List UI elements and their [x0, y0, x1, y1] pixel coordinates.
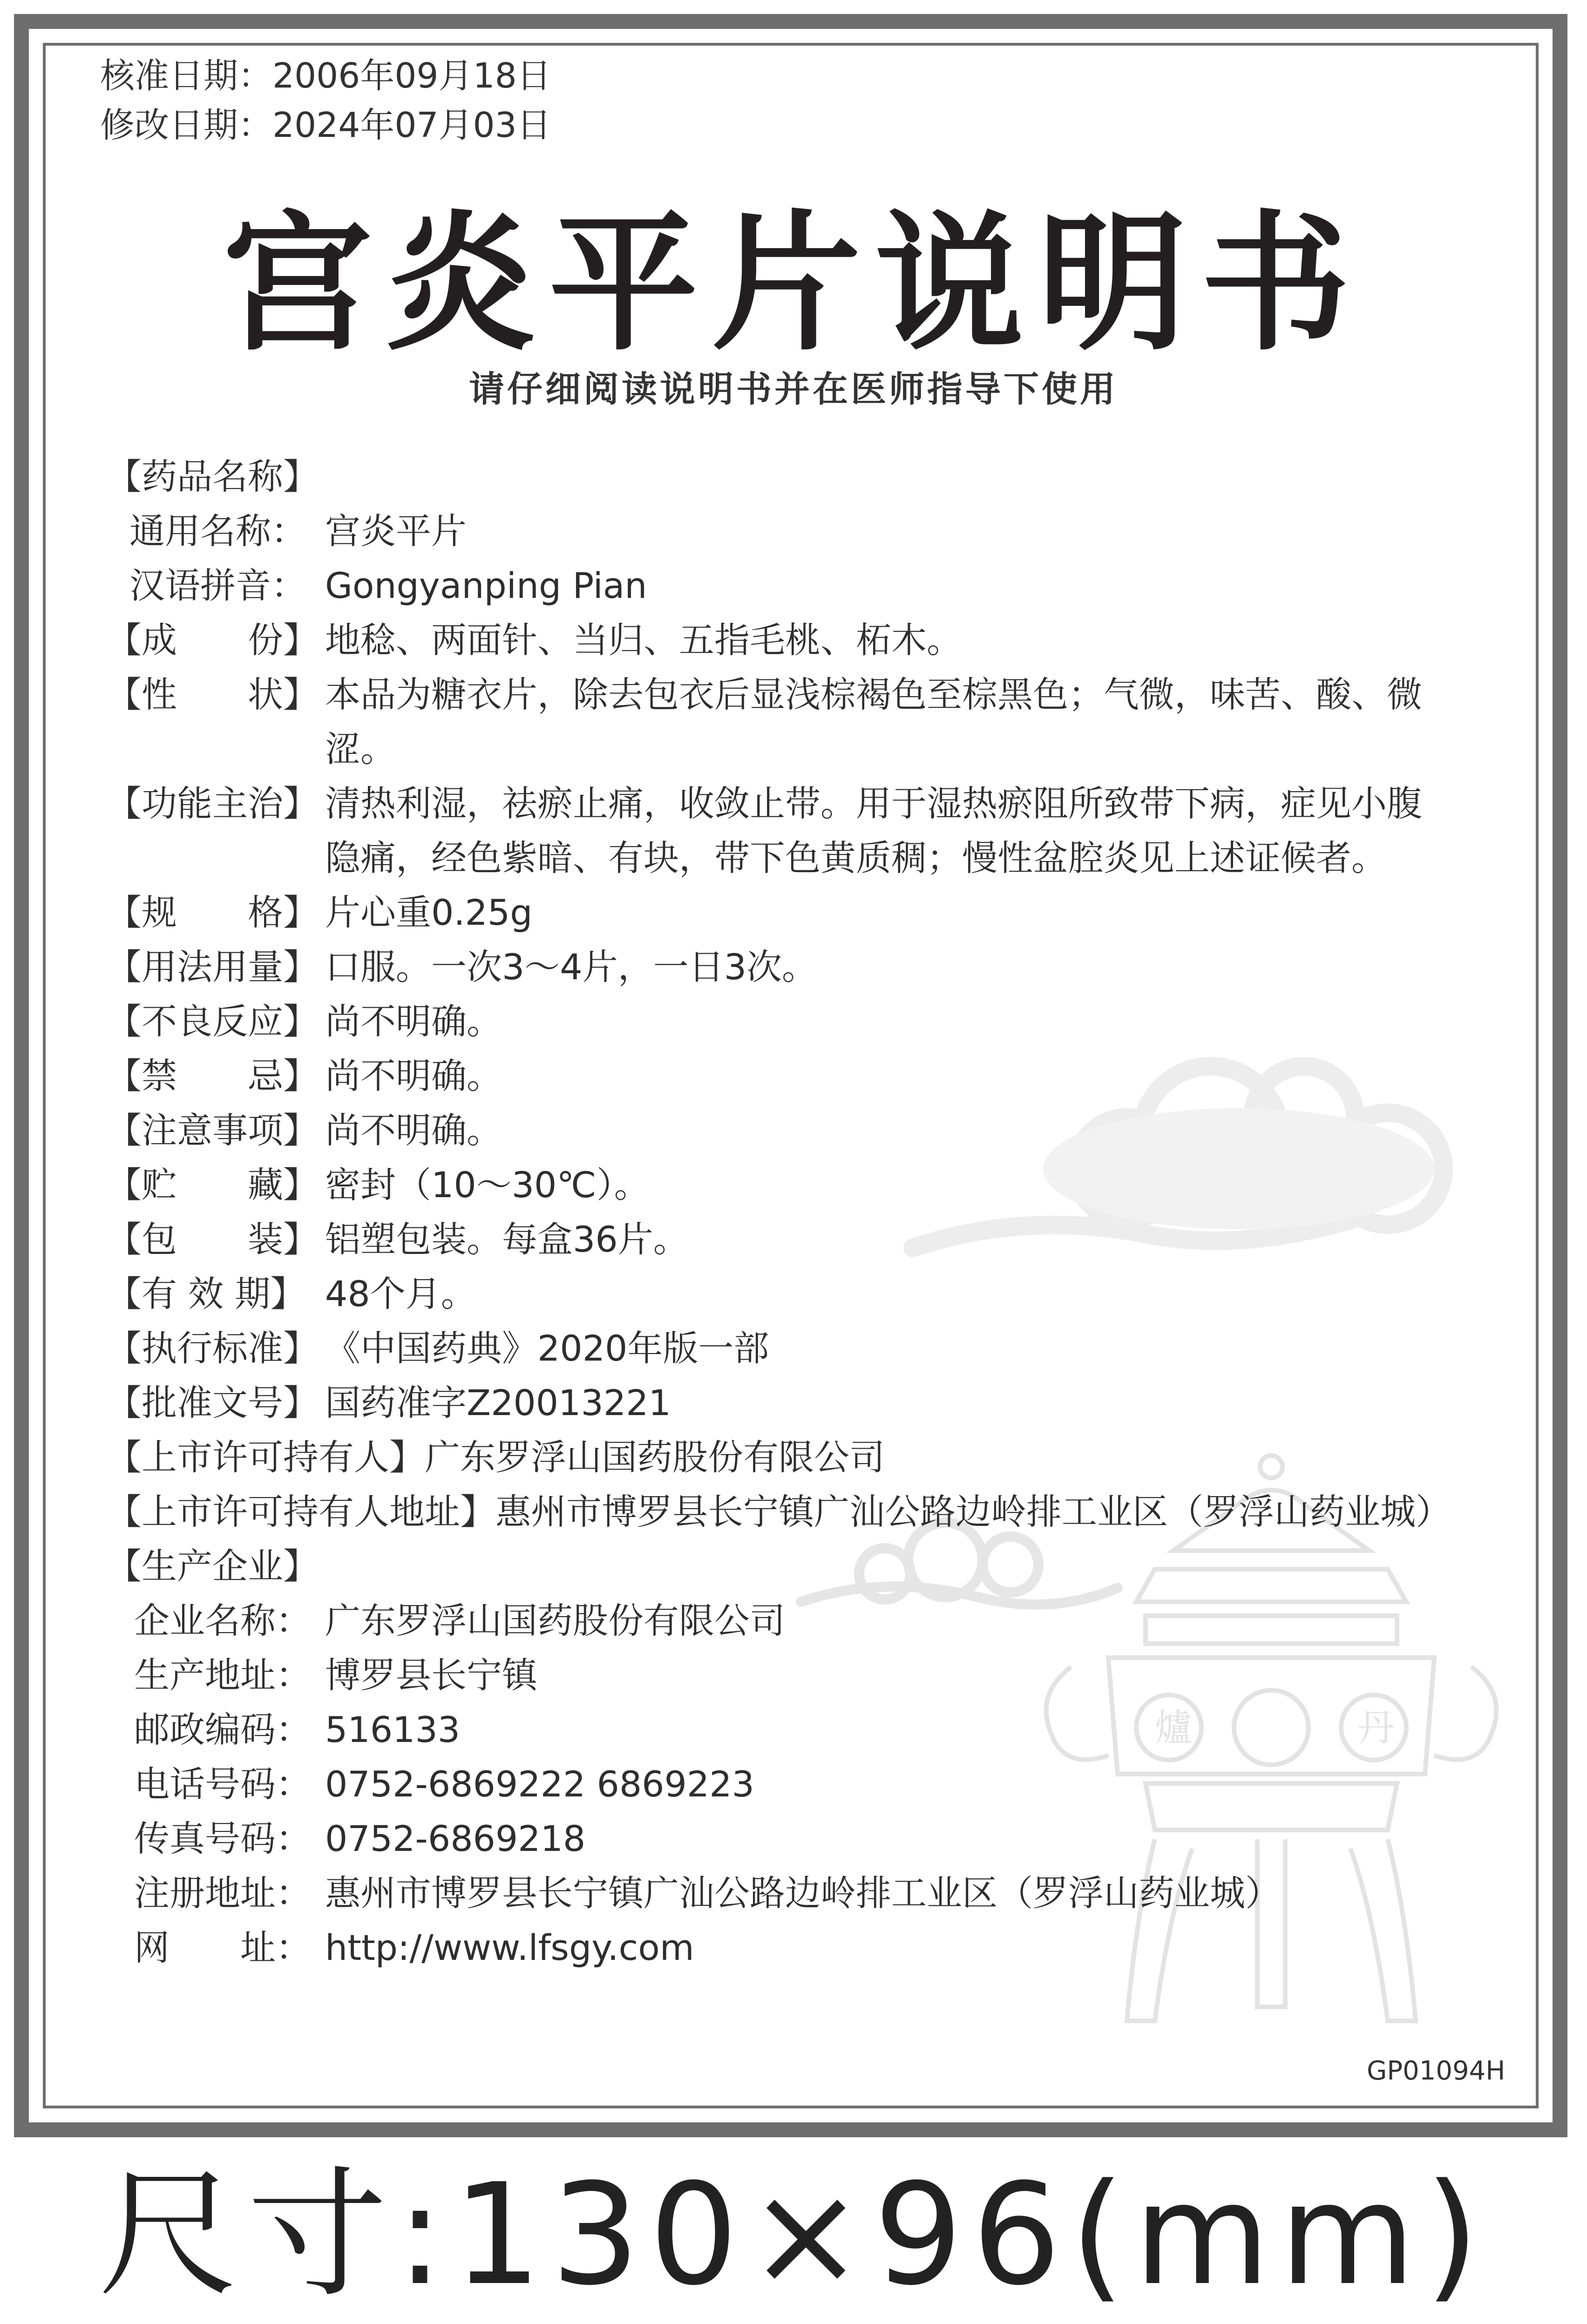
- dosage-row: [106, 940, 1485, 994]
- fax-label: 传真号码：: [134, 1818, 311, 1859]
- spec-row: [106, 885, 1485, 940]
- holder-label: 【上市许可持有人】: [106, 1436, 425, 1478]
- approval-number-label: 【批准文号】: [106, 1382, 319, 1423]
- standard-value: 《中国药典》2020年版一部: [325, 1328, 769, 1369]
- standard-row: [106, 1321, 1485, 1375]
- caution-label: 【注意事项】: [106, 1110, 319, 1151]
- company-row: [106, 1593, 1485, 1648]
- postcode-value: 516133: [325, 1709, 461, 1750]
- registered-address-row: [106, 1866, 1485, 1920]
- production-address-label: 生产地址：: [134, 1654, 311, 1696]
- holder-address-label: 【上市许可持有人地址】: [106, 1491, 495, 1532]
- appearance-line-1: 本品为糖衣片，除去包衣后显浅棕褐色至棕黑色；气微，味苦、酸、微: [325, 674, 1422, 715]
- function-label: 【功能主治】: [106, 783, 319, 824]
- function-line-1: 清热利湿，祛瘀止痛，收敛止带。用于湿热瘀阻所致带下病，症见小腹: [325, 783, 1422, 824]
- storage-label: 【贮 藏】: [106, 1164, 319, 1206]
- adverse-row: [106, 994, 1485, 1049]
- package-label: 【包 装】: [106, 1219, 319, 1260]
- appearance-line-2: 涩。: [325, 728, 396, 770]
- ingredients-row: [106, 613, 1485, 667]
- production-address-row: [106, 1648, 1485, 1702]
- registered-address-label: 注册地址：: [134, 1872, 311, 1914]
- drug-name-row: [106, 449, 1485, 504]
- instructions-content: [106, 449, 1485, 1975]
- leaflet-subtitle: 请仔细阅读说明书并在医师指导下使用: [469, 368, 1118, 410]
- spec-label: 【规 格】: [106, 892, 319, 933]
- registered-address-value: 惠州市博罗县长宁镇广汕公路边岭排工业区（罗浮山药业城）: [325, 1872, 1281, 1914]
- holder-value: 广东罗浮山国药股份有限公司: [425, 1436, 885, 1478]
- dosage-value: 口服。一次3～4片，一日3次。: [325, 946, 818, 988]
- approval-date: 核准日期：2006年09月18日: [100, 56, 551, 96]
- censer-char-lu: 爐: [1155, 1706, 1192, 1749]
- caution-row: [106, 1103, 1485, 1158]
- holder-address-row: [106, 1484, 1485, 1539]
- leaflet-title: 宫炎平片说明书: [223, 197, 1364, 371]
- spec-value: 片心重0.25g: [325, 892, 533, 933]
- product-code: GP01094H: [1367, 2056, 1506, 2086]
- website-row: [106, 1920, 1485, 1975]
- generic-name-label: 通用名称：: [129, 510, 306, 552]
- adverse-value: 尚不明确。: [325, 1001, 502, 1042]
- pinyin-label: 汉语拼音：: [129, 565, 306, 606]
- fax-value: 0752-6869218: [325, 1818, 586, 1859]
- size-note: 尺寸:130×96(mm): [98, 2154, 1489, 2316]
- caution-value: 尚不明确。: [325, 1110, 502, 1151]
- holder-address-value: 惠州市博罗县长宁镇广汕公路边岭排工业区（罗浮山药业城）: [495, 1491, 1451, 1532]
- revision-date: 修改日期：2024年07月03日: [100, 105, 551, 145]
- function-value: [325, 776, 1485, 885]
- dosage-label: 【用法用量】: [106, 946, 319, 988]
- generic-name-row: [106, 504, 1485, 558]
- ingredients-label: 【成 份】: [106, 619, 319, 661]
- website-label: 网 址：: [134, 1927, 311, 1968]
- ingredients-value: 地稔、两面针、当归、五指毛桃、柘木。: [325, 619, 962, 661]
- date-block: [100, 51, 551, 150]
- validity-value: 48个月。: [325, 1273, 476, 1314]
- adverse-label: 【不良反应】: [106, 1001, 319, 1042]
- contraindication-label: 【禁 忌】: [106, 1055, 319, 1097]
- phone-label: 电话号码：: [134, 1763, 311, 1805]
- drug-name-label: 【药品名称】: [106, 456, 319, 497]
- approval-number-value: 国药准字Z20013221: [325, 1382, 671, 1423]
- validity-label: 【有 效 期】: [106, 1273, 306, 1314]
- appearance-row: [106, 667, 1485, 776]
- company-label: 企业名称：: [134, 1600, 311, 1641]
- storage-row: [106, 1158, 1485, 1212]
- holder-row: [106, 1430, 1485, 1484]
- manufacturer-row: [106, 1539, 1485, 1593]
- pinyin-value: Gongyanping Pian: [325, 565, 647, 606]
- function-line-2: 隐痛，经色紫暗、有块，带下色黄质稠；慢性盆腔炎见上述证候者。: [325, 837, 1387, 879]
- manufacturer-label: 【生产企业】: [106, 1545, 319, 1587]
- pinyin-row: [106, 558, 1485, 613]
- phone-row: [106, 1757, 1485, 1811]
- appearance-value: [325, 667, 1485, 776]
- phone-value: 0752-6869222 6869223: [325, 1763, 754, 1805]
- production-address-value: 博罗县长宁镇: [325, 1654, 537, 1696]
- company-value: 广东罗浮山国药股份有限公司: [325, 1600, 785, 1641]
- contraindication-value: 尚不明确。: [325, 1055, 502, 1097]
- package-value: 铝塑包装。每盒36片。: [325, 1219, 689, 1260]
- validity-row: [106, 1267, 1485, 1321]
- function-row: [106, 776, 1485, 885]
- website-value: http://www.lfsgy.com: [325, 1927, 694, 1968]
- standard-label: 【执行标准】: [106, 1328, 319, 1369]
- approval-number-row: [106, 1375, 1485, 1430]
- generic-name-value: 宫炎平片: [325, 510, 467, 552]
- appearance-label: 【性 状】: [106, 674, 319, 715]
- storage-value: 密封（10～30℃）。: [325, 1164, 650, 1206]
- postcode-row: [106, 1702, 1485, 1757]
- contraindication-row: [106, 1049, 1485, 1103]
- fax-row: [106, 1811, 1485, 1866]
- postcode-label: 邮政编码：: [134, 1709, 311, 1750]
- package-row: [106, 1212, 1485, 1267]
- censer-char-dan: 丹: [1357, 1706, 1395, 1749]
